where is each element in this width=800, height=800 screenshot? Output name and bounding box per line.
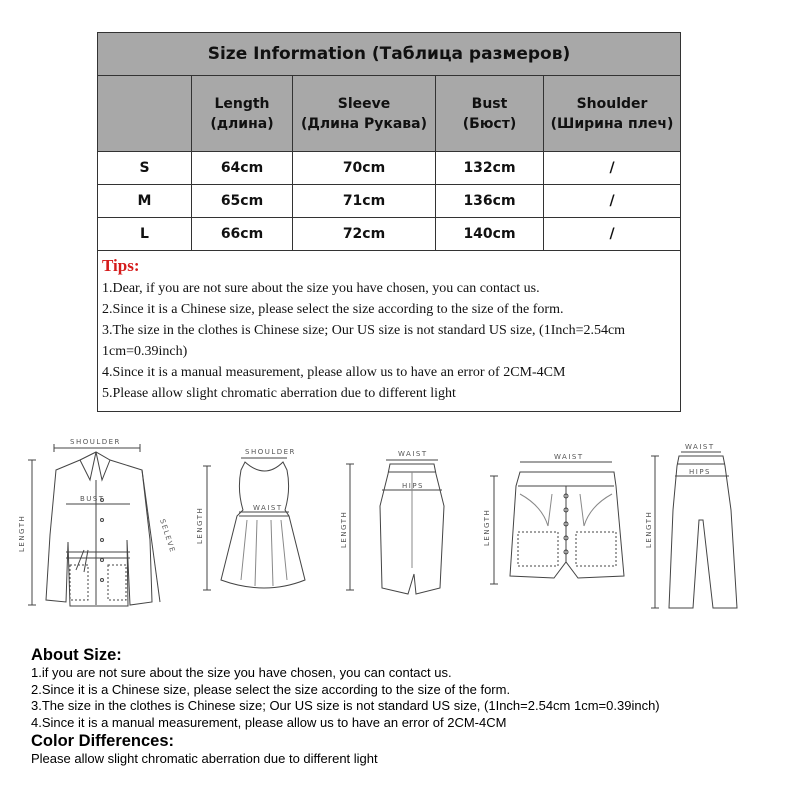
size-label: S <box>98 152 192 185</box>
length-value: 65cm <box>192 185 293 218</box>
tips-block <box>98 251 681 412</box>
size-label: L <box>98 218 192 251</box>
tip-line: 2.Since it is a Chinese size, please select the size according to the size of the form. <box>102 302 564 317</box>
about-size-heading: About Size: <box>31 646 122 664</box>
pants-drawing <box>645 440 745 615</box>
skirt-drawing <box>340 448 460 608</box>
color-differences-line: Please allow slight chromatic aberration due to different light <box>31 751 378 766</box>
bust-value: 136cm <box>436 185 544 218</box>
header-blank <box>98 76 192 152</box>
about-line: 1.if you are not sure about the size you have chosen, you can contact us. <box>31 665 452 680</box>
dress-waist-label: WAIST <box>253 504 283 512</box>
shorts-length-label: LENGTH <box>483 508 491 546</box>
tip-line: 1.Dear, if you are not sure about the size you have chosen, you can contact us. <box>102 281 540 296</box>
shoulder-value: / <box>544 152 681 185</box>
about-line: 3.The size in the clothes is Chinese size; Our US size is not standard US size, (1Inch=2.54cm 1cm=0.39inch) <box>31 698 660 713</box>
jacket-shoulder-label: SHOULDER <box>70 438 121 446</box>
tip-line: 3.The size in the clothes is Chinese size; Our US size is not standard US size, (1Inch=2.54cm <box>102 323 626 338</box>
header-shoulder: Shoulder (Ширина плеч) <box>544 76 681 152</box>
color-differences-heading: Color Differences: <box>31 732 175 750</box>
dress-length-label: LENGTH <box>196 506 204 544</box>
tip-line: 1cm=0.39inch) <box>102 344 188 359</box>
skirt-hips-label: HIPS <box>402 482 424 490</box>
table-row <box>98 218 681 251</box>
about-size-section <box>31 645 791 768</box>
pants-hips-label: HIPS <box>689 468 711 476</box>
about-line: 4.Since it is a manual measurement, please allow us to have an error of 2CM-4CM <box>31 714 507 730</box>
pants-length-label: LENGTH <box>645 510 653 548</box>
dress-outline <box>221 462 305 588</box>
pants-waist-label: WAIST <box>685 443 715 451</box>
jacket-outline <box>46 452 152 606</box>
shoulder-value: / <box>544 185 681 218</box>
header-bust: Bust (Бюст) <box>436 76 544 152</box>
tip-line: 4.Since it is a manual measurement, please allow us to have an error of 2CM-4CM <box>102 365 566 380</box>
size-table <box>97 32 681 412</box>
length-value: 64cm <box>192 152 293 185</box>
skirt-illustration <box>340 448 460 608</box>
length-value: 66cm <box>192 218 293 251</box>
tip-line: 5.Please allow slight chromatic aberration due to different light <box>102 386 456 401</box>
dress-illustration <box>195 440 315 600</box>
jacket-illustration <box>10 430 180 615</box>
jacket-sleeve-label: SELEVE <box>158 518 177 555</box>
bust-value: 140cm <box>436 218 544 251</box>
size-label: M <box>98 185 192 218</box>
table-title-row <box>98 33 681 76</box>
shorts-drawing <box>482 450 642 595</box>
header-sleeve: Sleeve (Длина Рукава) <box>293 76 436 152</box>
pants-outline <box>669 456 737 608</box>
about-line: 2.Since it is a Chinese size, please select the size according to the size of the form. <box>31 681 511 697</box>
sleeve-value: 71cm <box>293 185 436 218</box>
table-header-row <box>98 76 681 152</box>
pants-illustration <box>645 440 745 615</box>
table-row <box>98 152 681 185</box>
tips-title: Tips: <box>102 256 140 275</box>
shorts-outline <box>510 472 624 578</box>
tips-row <box>98 251 681 412</box>
shoulder-value: / <box>544 218 681 251</box>
skirt-waist-label: WAIST <box>398 450 428 458</box>
shorts-waist-label: WAIST <box>554 453 584 461</box>
table-title: Size Information (Таблица размеров) <box>98 33 681 76</box>
table-row <box>98 185 681 218</box>
shorts-illustration <box>482 450 642 595</box>
bust-value: 132cm <box>436 152 544 185</box>
sleeve-value: 70cm <box>293 152 436 185</box>
jacket-drawing <box>10 430 180 615</box>
skirt-length-label: LENGTH <box>340 510 348 548</box>
dress-drawing <box>195 440 315 600</box>
sleeve-value: 72cm <box>293 218 436 251</box>
jacket-length-label: LENGTH <box>18 514 26 552</box>
header-length: Length (длина) <box>192 76 293 152</box>
jacket-bust-label: BUST <box>80 495 105 503</box>
dress-shoulder-label: SHOULDER <box>245 448 296 456</box>
